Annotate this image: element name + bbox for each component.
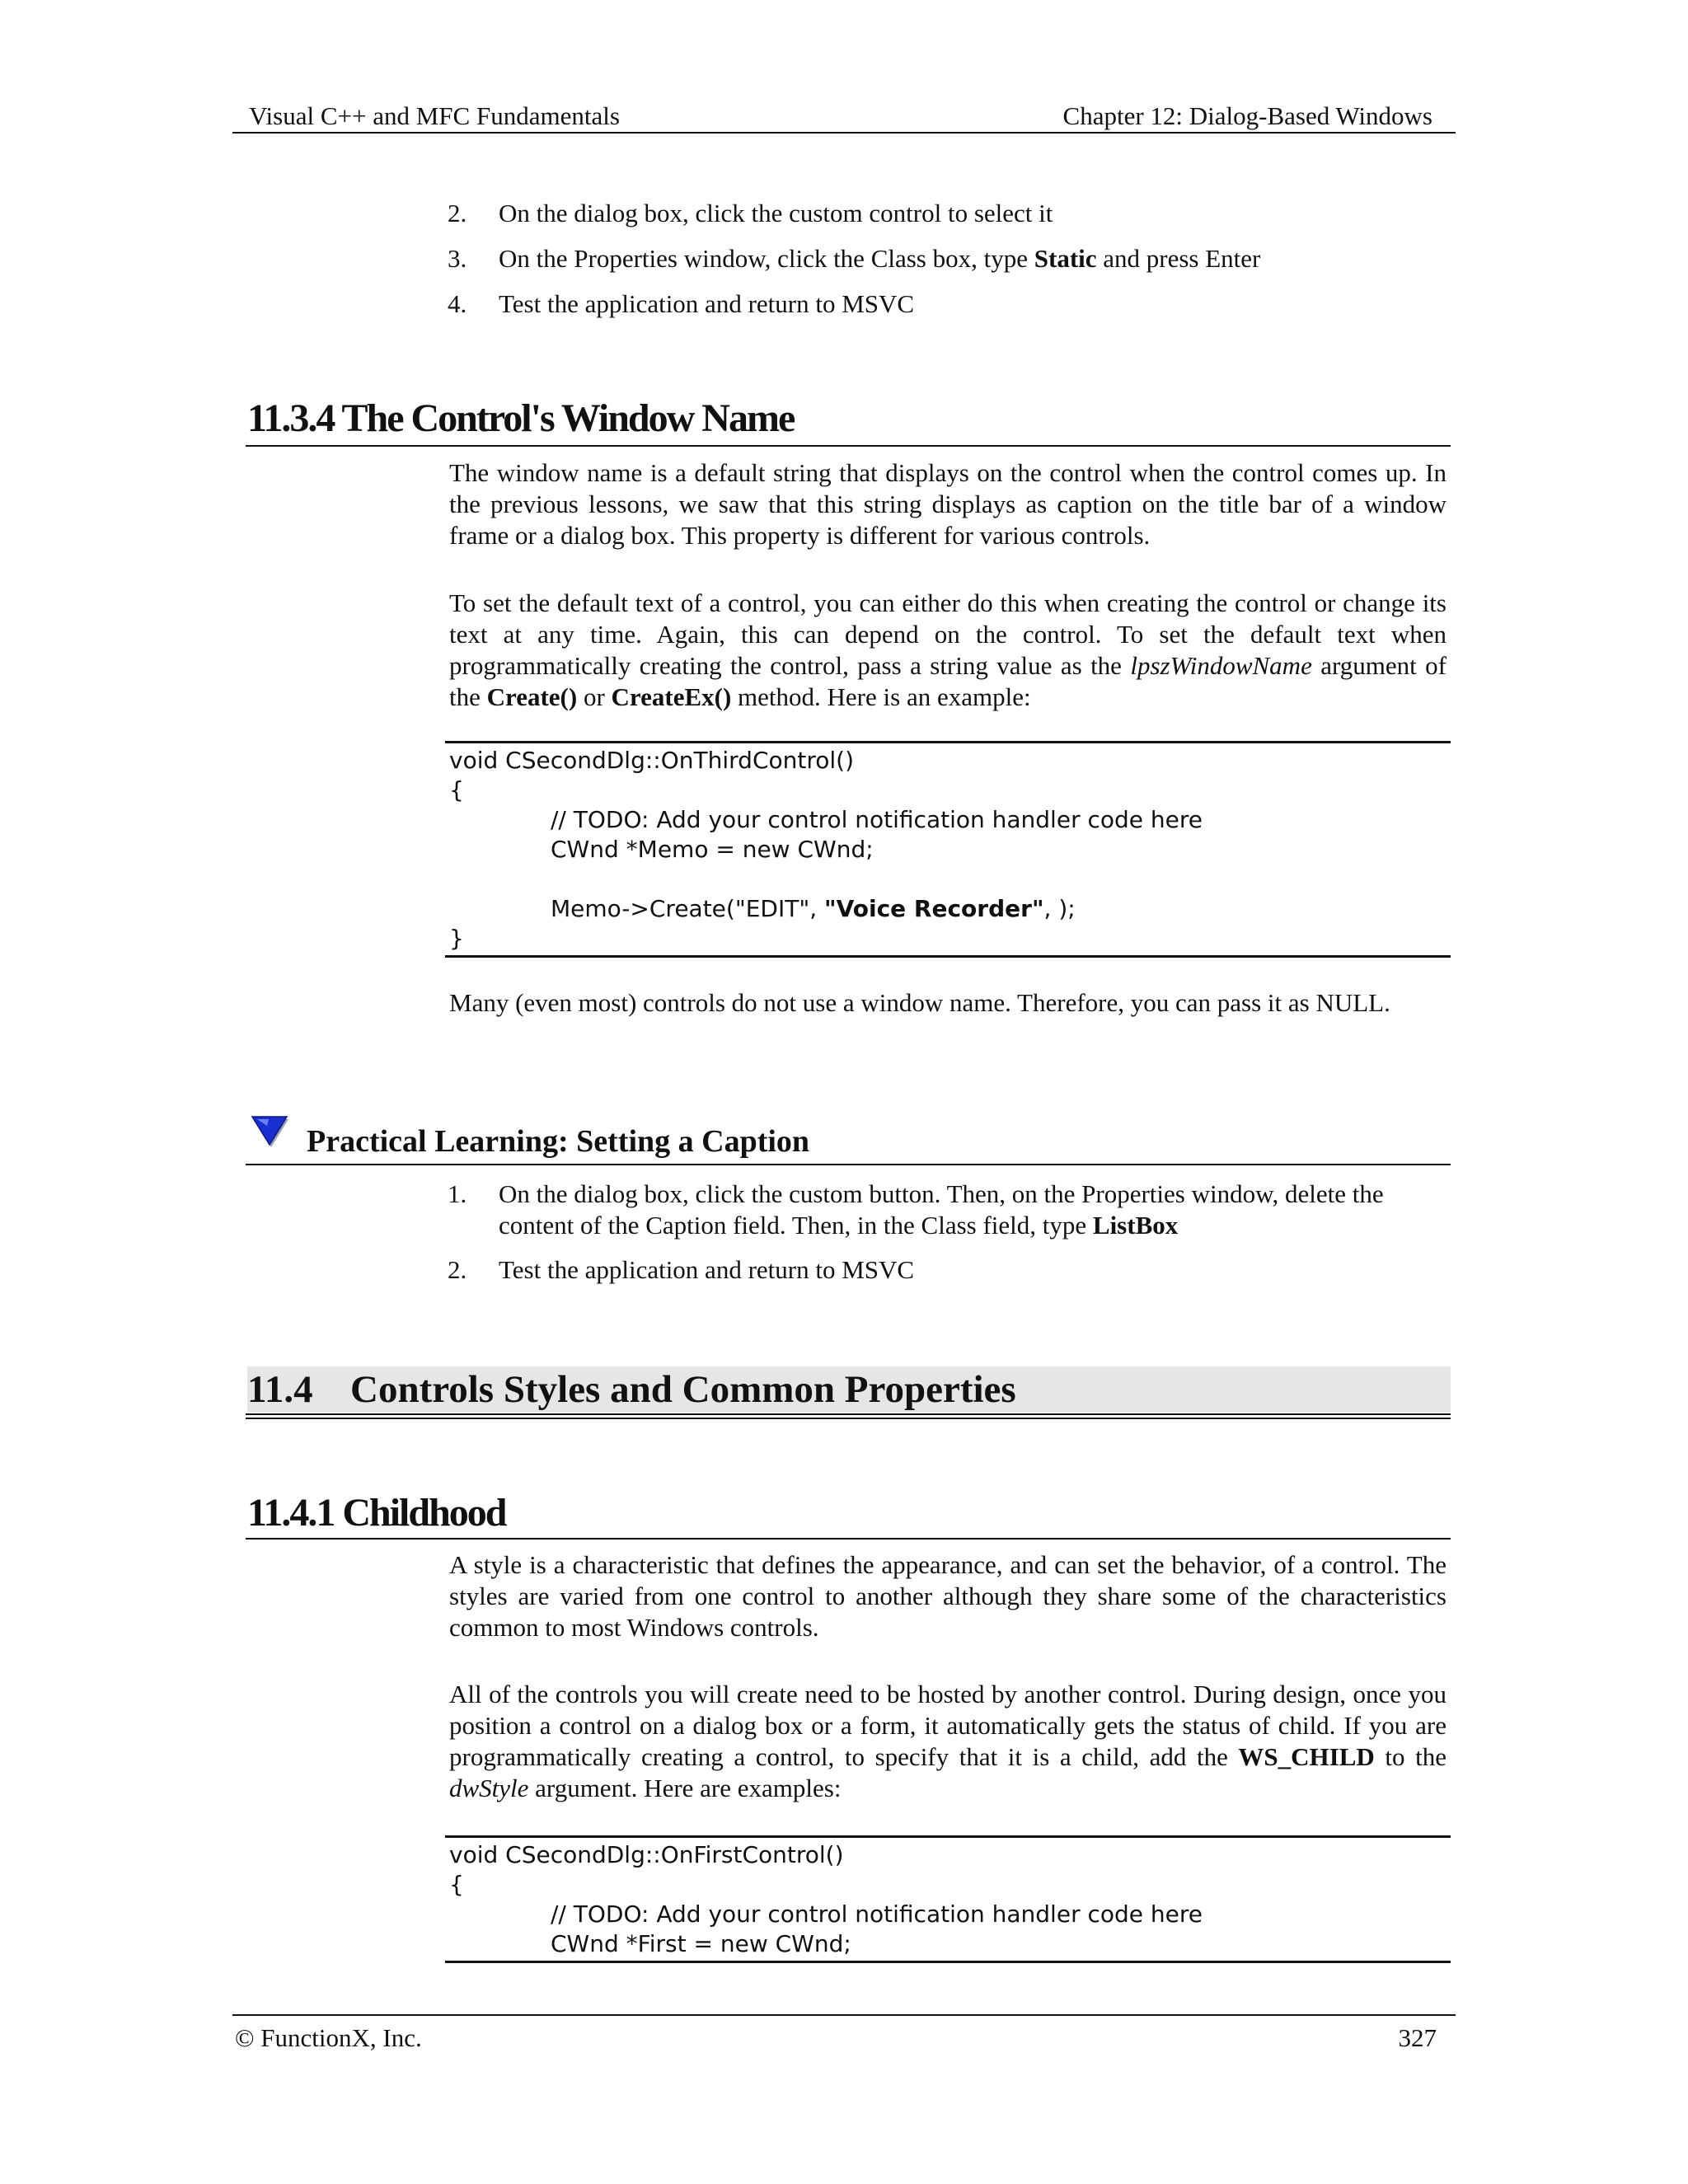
paragraph: To set the default text of a control, you can either do this when creating the control or change its text at any time. Again, this can depend on the control. To set the default text when programmatically creating the control, pass a string value as the lpszWindowName argument of the Create() or CreateEx() method. Here is an example: bbox=[449, 588, 1447, 711]
step-number: 2. bbox=[448, 1255, 467, 1284]
step-number: 2. bbox=[448, 199, 467, 227]
step-number: 3. bbox=[448, 244, 467, 273]
step-number: 4. bbox=[448, 289, 467, 318]
code-line: void CSecondDlg::OnThirdControl() bbox=[449, 747, 854, 774]
blue-triangle-icon bbox=[251, 1114, 292, 1152]
footer-rule bbox=[232, 2014, 1456, 2016]
heading-rule bbox=[246, 1418, 1451, 1419]
list-item bbox=[448, 1179, 1453, 1241]
code-line: } bbox=[449, 925, 464, 952]
heading-rule bbox=[246, 1164, 1451, 1165]
step-text: Test the application and return to MSVC bbox=[499, 1255, 915, 1284]
running-header-title: Visual C++ and MFC Fundamentals bbox=[249, 101, 620, 130]
code-line: void CSecondDlg::OnFirstControl() bbox=[449, 1841, 844, 1868]
code-line: Memo->Create("EDIT", "Voice Recorder", ); bbox=[551, 895, 1076, 922]
code-block-bottom-rule bbox=[445, 955, 1451, 958]
step-number: 1. bbox=[448, 1179, 467, 1208]
paragraph: A style is a characteristic that defines the appearance, and can set the behavior, of a control. The styles are varied from one control to another although they share some of the characteristics common to most Windows controls. bbox=[449, 1550, 1447, 1642]
paragraph: All of the controls you will create need to be hosted by another control. During design, once you position a control on a dialog box or a form, it automatically gets the status of child. If you are programmatically creating a control, to specify that it is a child, add the WS_CHILD to the dwStyle argument. Here are examples: bbox=[449, 1680, 1447, 1802]
code-line: { bbox=[449, 776, 464, 804]
header-rule bbox=[232, 132, 1456, 134]
step-text: Test the application and return to MSVC bbox=[499, 289, 915, 318]
practical-learning-heading: Practical Learning: Setting a Caption bbox=[307, 1124, 810, 1159]
code-block-bottom-rule bbox=[445, 1961, 1451, 1963]
code-line: CWnd *First = new CWnd; bbox=[551, 1930, 851, 1957]
footer-copyright: © FunctionX, Inc. bbox=[235, 2023, 422, 2052]
list-item bbox=[448, 288, 1453, 320]
paragraph: The window name is a default string that displays on the control when the control comes up. In the previous lessons, we saw that this string displays as caption on the title bar of a window frame or a dialog box. This property is different for various controls. bbox=[449, 458, 1447, 550]
section-heading-11-4-1: 11.4.1 Childhood bbox=[247, 1491, 506, 1535]
section-heading-11-4: 11.4 Controls Styles and Common Properties bbox=[247, 1368, 1016, 1411]
code-line: // TODO: Add your control notification handler code here bbox=[551, 806, 1203, 833]
paragraph: Many (even most) controls do not use a window name. Therefore, you can pass it as NULL. bbox=[449, 988, 1390, 1017]
code-line: // TODO: Add your control notification handler code here bbox=[551, 1900, 1203, 1928]
step-text: On the dialog box, click the custom button. Then, on the Properties window, delete the content of the Caption field. Then, in the Class field, type ListBox bbox=[499, 1179, 1384, 1240]
step-text: On the Properties window, click the Class box, type Static and press Enter bbox=[499, 244, 1261, 273]
list-item bbox=[448, 1254, 1453, 1286]
page-number: 327 bbox=[1398, 2023, 1437, 2052]
step-text: On the dialog box, click the custom control to select it bbox=[499, 199, 1053, 227]
section-heading-11-3-4: 11.3.4 The Control's Window Name bbox=[247, 396, 795, 440]
code-block-top-rule bbox=[445, 741, 1451, 743]
list-item bbox=[448, 243, 1453, 274]
code-line: CWnd *Memo = new CWnd; bbox=[551, 836, 874, 863]
running-header-chapter: Chapter 12: Dialog-Based Windows bbox=[1062, 101, 1432, 130]
code-line: { bbox=[449, 1871, 464, 1898]
heading-rule bbox=[246, 445, 1451, 447]
heading-rule bbox=[246, 1538, 1451, 1540]
code-block-top-rule bbox=[445, 1835, 1451, 1838]
list-item bbox=[448, 198, 1453, 229]
heading-rule bbox=[246, 1413, 1451, 1415]
